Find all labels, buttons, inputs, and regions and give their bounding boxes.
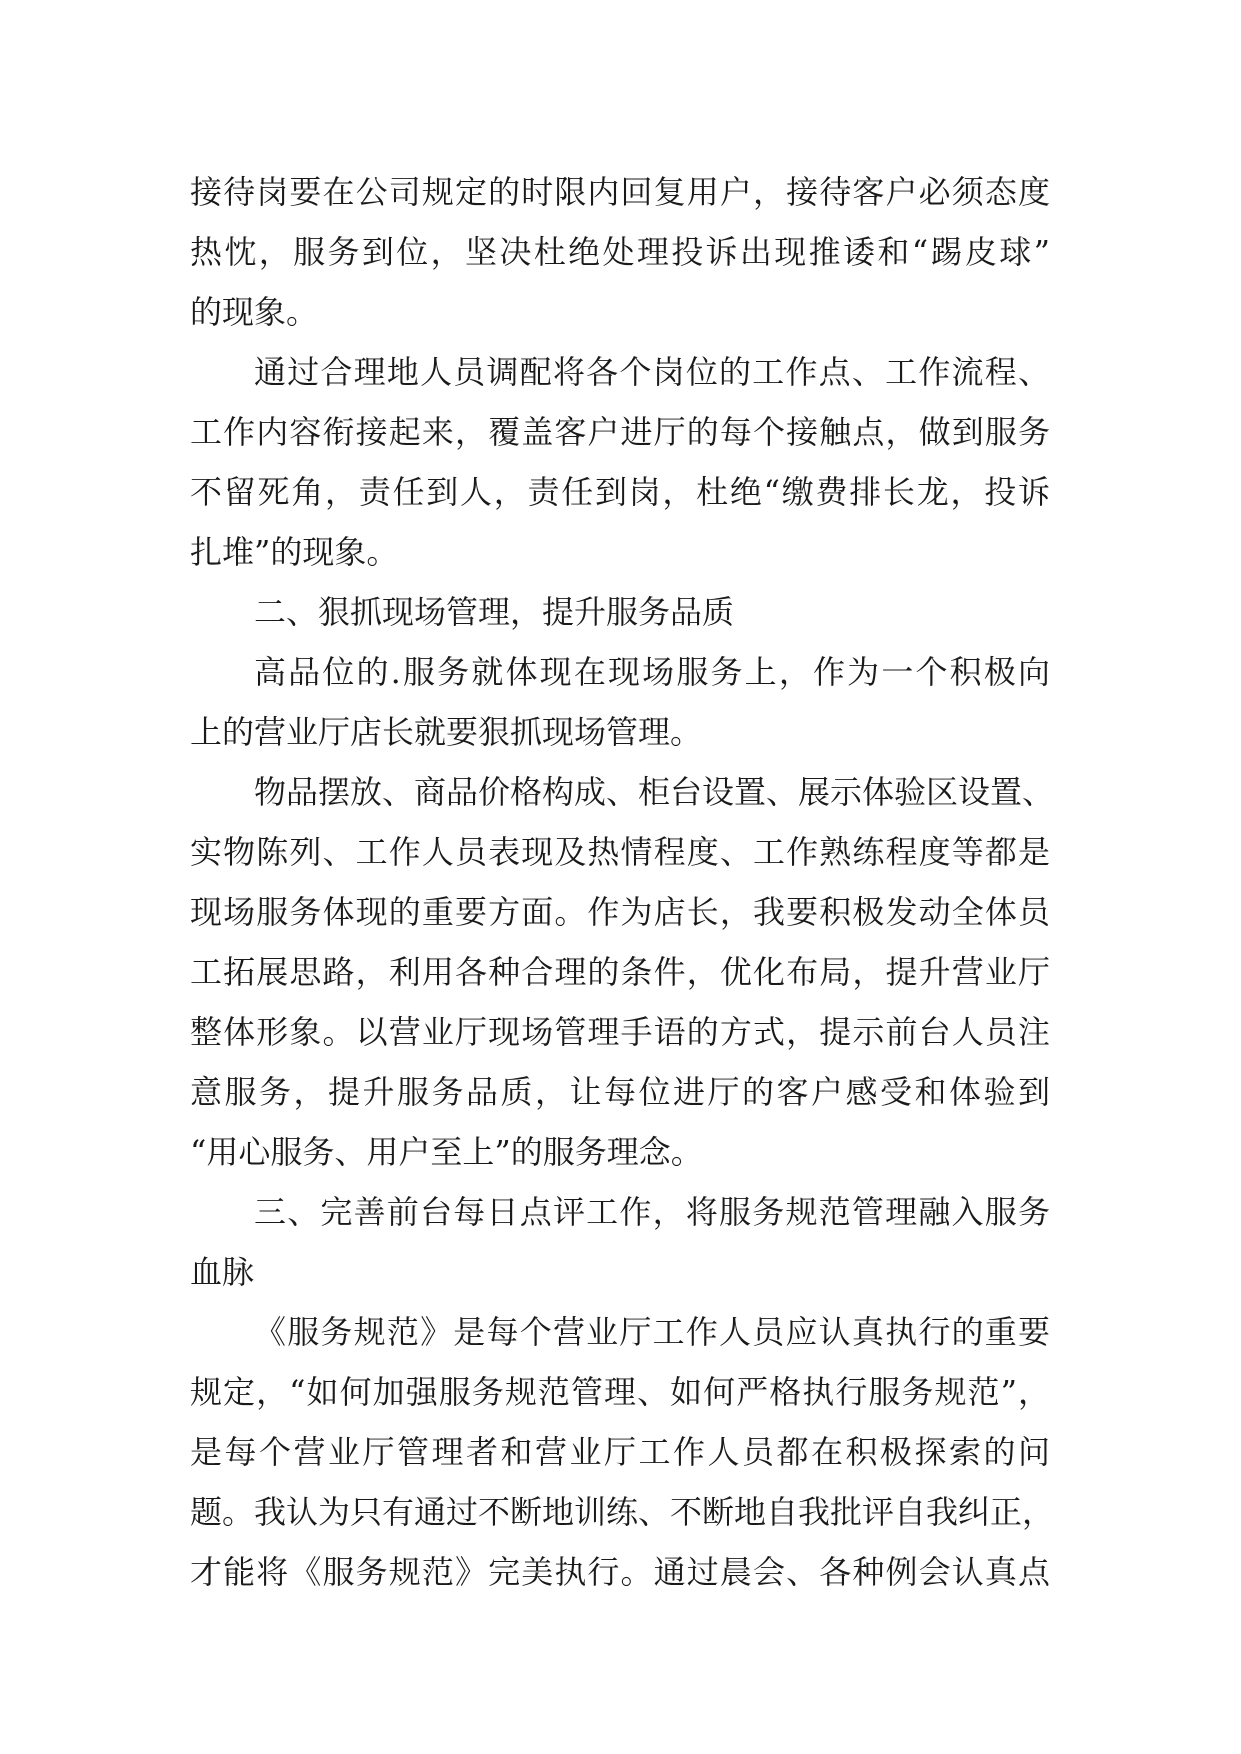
- text-line: 不留死角，责任到人，责任到岗，杜绝“缴费排长龙，投诉: [190, 473, 1050, 511]
- text-line: 实物陈列、工作人员表现及热情程度、工作熟练程度等都是: [190, 833, 1050, 871]
- text-line: 《服务规范》是每个营业厅工作人员应认真执行的重要: [254, 1313, 1050, 1351]
- text-line: 接待岗要在公司规定的时限内回复用户，接待客户必须态度: [190, 173, 1050, 211]
- text-line: 题。我认为只有通过不断地训练、不断地自我批评自我纠正，: [190, 1493, 1055, 1531]
- text-line: 工作内容衔接起来，覆盖客户进厅的每个接触点，做到服务: [190, 413, 1050, 451]
- text-line: 是每个营业厅管理者和营业厅工作人员都在积极探索的问: [190, 1433, 1050, 1471]
- text-line: 才能将《服务规范》完美执行。通过晨会、各种例会认真点: [190, 1553, 1050, 1591]
- text-line: 血脉: [190, 1253, 255, 1291]
- text-line: 扎堆”的现象。: [190, 533, 399, 571]
- text-line: 物品摆放、商品价格构成、柜台设置、展示体验区设置、: [254, 773, 1055, 811]
- text-line: “用心服务、用户至上”的服务理念。: [190, 1133, 703, 1171]
- text-line: 工拓展思路，利用各种合理的条件，优化布局，提升营业厅: [190, 953, 1050, 991]
- text-line: 二、狠抓现场管理，提升服务品质: [254, 593, 735, 631]
- text-line: 通过合理地人员调配将各个岗位的工作点、工作流程、: [254, 353, 1050, 391]
- text-line: 热忱，服务到位，坚决杜绝处理投诉出现推诿和“踢皮球”: [190, 233, 1050, 271]
- text-line: 上的营业厅店长就要狠抓现场管理。: [190, 713, 703, 751]
- text-line: 高品位的.服务就体现在现场服务上，作为一个积极向: [254, 653, 1050, 691]
- text-line: 整体形象。以营业厅现场管理手语的方式，提示前台人员注: [190, 1013, 1050, 1051]
- body-text: [190, 162, 1055, 1602]
- text-line: 规定，“如何加强服务规范管理、如何严格执行服务规范”，: [190, 1373, 1050, 1411]
- text-line: 现场服务体现的重要方面。作为店长，我要积极发动全体员: [190, 893, 1050, 931]
- text-line: 的现象。: [190, 293, 319, 331]
- text-line: 三、完善前台每日点评工作，将服务规范管理融入服务: [254, 1193, 1050, 1231]
- text-line: 意服务，提升服务品质，让每位进厅的客户感受和体验到: [190, 1073, 1050, 1111]
